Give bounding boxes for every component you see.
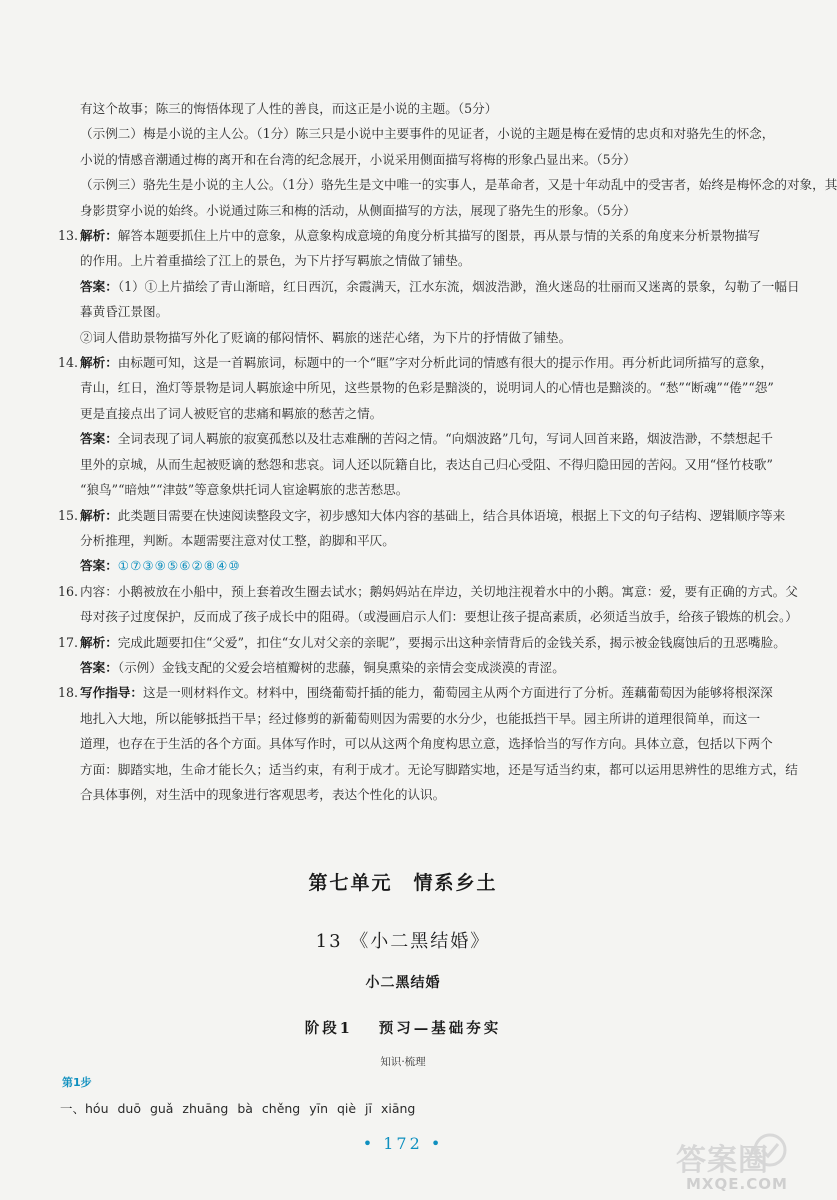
text-line: 暮黄昏江景图。 [80,304,169,320]
text-line: ②词人借助景物描写外化了贬谪的郁闷情怀、羁旅的迷茫心绪，为下片的抒情做了铺垫。 [80,329,572,345]
text-line: “狼鸟”“暗烛”“津鼓”等意象烘托词人宦途羁旅的悲苦愁思。 [80,482,409,498]
question-15-answer [80,553,770,578]
section-tag: 知识·梳理 [380,1056,426,1068]
question-14-analysis [58,350,773,375]
text-line: 有这个故事；陈三的悔悟体现了人性的善良，而这正是小说的主题。（5分） [80,101,498,116]
section-subtitle: 小二黑结婚 [365,975,441,991]
answer-label: 答案： [80,659,118,675]
guide-text: 这是一则材料作文。材料中，围绕葡萄扦插的能力，葡萄园主从两个方面进行了分析。莲藕葡萄因为能够将根深深 [142,685,773,701]
question-13-analysis [58,223,770,248]
question-number: 18. [58,685,79,701]
text-line: （示例二）梅是小说的主人公。（1分）陈三只是小说中主要事件的见证者，小说的主题是梅在爱情的忠贞和对骆先生的怀念， [80,126,775,142]
text-line: 的作用。上片着重描绘了江上的景色，为下片抒写羁旅之情做了铺垫。 [80,253,471,269]
answer-content [58,96,837,807]
text-line: 地扎入大地，所以能够抵挡干旱；经过修剪的新葡萄则因为需要的水分少，也能抵挡干旱。园主所讲的道理很简单，而这一 [80,710,761,726]
question-number: 15. [58,507,79,523]
question-14-answer [80,426,773,451]
analysis-label: 解析： [80,355,118,371]
answer-sequence: ①⑦③⑨⑤⑥②⑧④⑩ [117,558,241,574]
answer-label: 答案： [80,558,118,574]
question-number: 17. [58,634,79,650]
analysis-text: 解答本题要抓住上片中的意象，从意象构成意境的角度分析其描写的图景，再从景与情的关系的角度来分析景物描写 [117,228,761,244]
answer-label: 答案： [80,278,118,294]
text-line: 小说的情感音潮通过梅的离开和在台湾的纪念展开，小说采用侧面描写将梅的形象凸显出来。（5分） [80,151,636,167]
question-number: 16. [58,583,79,599]
watermark-url: MXQE.COM [686,1175,788,1193]
stage-heading [0,1017,806,1038]
analysis-label: 解析： [80,228,118,244]
text-line: 合具体事例，对生活中的现象进行客观思考，表达个性化的认识。 [80,786,446,802]
question-17-analysis [58,630,786,655]
answer-label: 答案： [80,431,118,447]
writing-guide-label: 写作指导： [80,685,143,701]
text-line: 道理，也存在于生活的各个方面。具体写作时，可以从这两个角度构思立意，选择恰当的写作方向。具体立意，包括以下两个 [80,736,773,752]
answer-text: （示例）金钱支配的父爱会培植瓣树的悲藤，铜臭熏染的亲情会变成淡漠的青涩。 [117,659,565,675]
step-label: 第1步 [62,1076,92,1089]
analysis-label: 解析： [80,634,118,650]
answer-text: 全词表现了词人羁旅的寂寞孤愁以及壮志难酬的苦闷之情。“向烟波路”几句，写词人回首来路，烟波浩渺，不禁想起千 [117,431,773,447]
stage-label: 阶段1 [304,1020,353,1037]
watermark-text: 答案圈 [676,1143,769,1178]
question-15-analysis [58,503,786,528]
text-line: 里外的京城，从而生起被贬谪的愁怨和悲哀。词人还以阮籍自比，表达自己归心受阻、不得归隐田园的苦闷。又用“怪竹枝歌” [80,456,773,472]
answer-text: （1）①上片描绘了青山渐暗，红日西沉，余霞满天，江水东流，烟波浩渺，渔火迷岛的壮丽而又迷离的景象，勾勒了一幅日 [117,278,800,294]
analysis-text: 完成此题要扣住“父爱”，扣住“女儿对父亲的亲昵”，要揭示出这种亲情背后的金钱关系，揭示被金钱腐蚀后的丑恶嘴脸。 [117,634,786,650]
analysis-text: 由标题可知，这是一首羁旅词，标题中的一个“眶”字对分析此词的情感有很大的提示作用。再分析此词所描写的意象， [117,355,773,371]
text-line: 分析推理，判断。本题需要注意对仗工整，韵脚和平仄。 [80,532,395,548]
text-line: 身影贯穿小说的始终。小说通过陈三和梅的活动，从侧面描写的方法，展现了骆先生的形象。（5分） [80,202,636,218]
unit-title: 第七单元 情系乡土 [308,872,498,894]
analysis-text: 此类题目需要在快速阅读整段文字，初步感知大体内容的基础上，结合具体语境，根据上下文的句子结构、逻辑顺序等来 [117,507,786,523]
text-line: （示例三）骆先生是小说的主人公。（1分）骆先生是文中唯一的实事人，是革命者，又是十年动乱中的受害者，始终是梅怀念的对象，其 [80,177,837,193]
text-line: 方面：脚踏实地，生命才能长久；适当约束，有利于成才。无论写脚踏实地，还是写适当约束，都可以运用思辨性的思维方式，结 [80,761,798,777]
pinyin-answers: 一、hóu duō guǎ zhuāng bà chěng yīn qiè jī xiāng [60,1101,416,1116]
question-number: 13. [58,228,79,244]
page-number: • 172 • [362,1134,444,1153]
question-17-answer [80,655,770,680]
stage-name: 预习—基础夯实 [378,1020,502,1037]
text-line: 青山，红日，渔灯等景物是词人羁旅途中所见，这些景物的色彩是黯淡的，说明词人的心情也是黯淡的。“愁”“断魂”“倦”“怨” [80,380,774,396]
question-18-guide [58,680,773,705]
question-16 [58,579,798,604]
question-13-answer [80,274,800,299]
text-line: 更是直接点出了词人被贬官的悲痛和羁旅的愁苦之情。 [80,405,383,421]
text-line: 母对孩子过度保护，反而成了孩子成长中的阻碍。（或漫画启示人们：要想让孩子提高素质，必须适当放手，给孩子锻炼的机会。） [80,609,798,625]
analysis-label: 解析： [80,507,118,523]
answer-text: 内容：小鹅被放在小船中，预上套着改生圈去试水；鹅妈妈站在岸边，关切地注视着水中的小鹅。寓意：爱，要有正确的方式。父 [80,583,798,599]
question-number: 14. [58,355,79,371]
lesson-title: 13 《小二黑结婚》 [315,931,491,952]
